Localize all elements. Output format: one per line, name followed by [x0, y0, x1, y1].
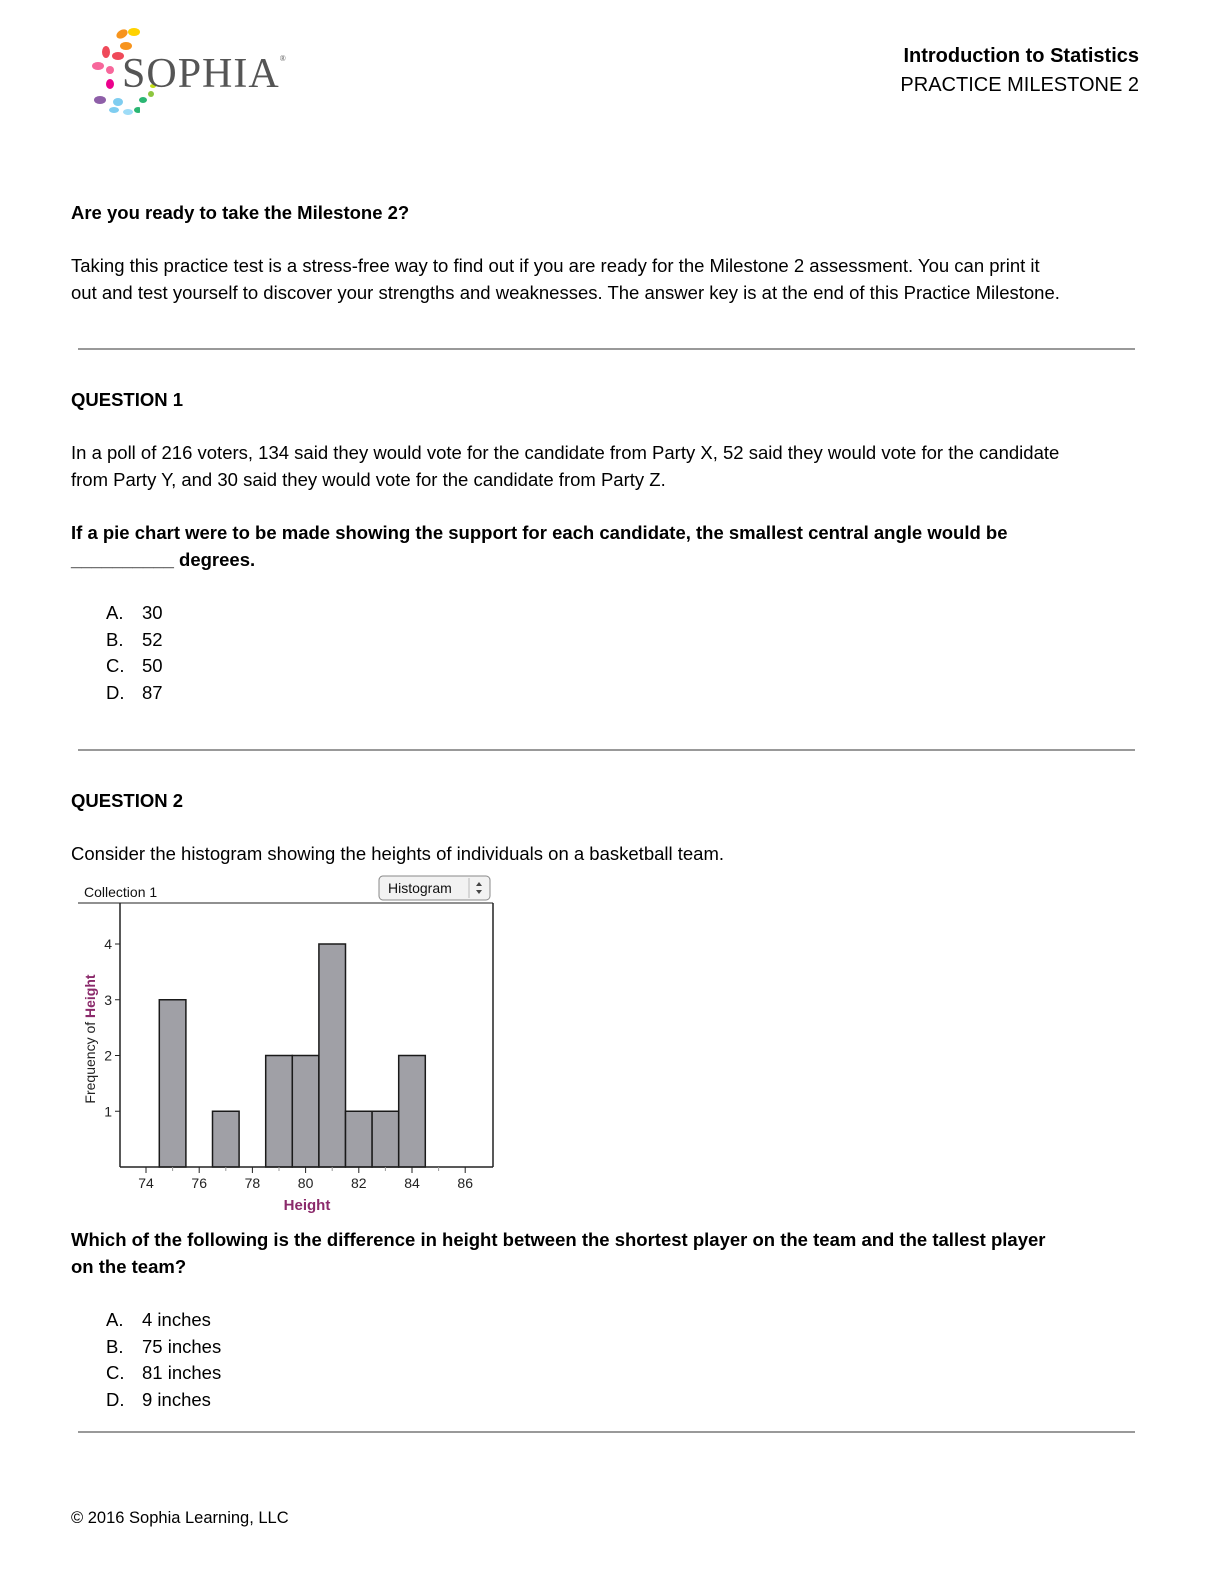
histogram-chart — [78, 872, 498, 1217]
option-text: 87 — [142, 682, 163, 704]
copyright-footer: © 2016 Sophia Learning, LLC — [71, 1509, 289, 1527]
document-header — [900, 42, 1139, 100]
histogram-bar — [213, 1111, 240, 1167]
option-text: 81 inches — [142, 1362, 222, 1384]
chart-title: Collection 1 — [84, 884, 158, 900]
intro-heading: Are you ready to take the Milestone 2? — [71, 202, 410, 223]
x-tick-label: 76 — [191, 1175, 207, 1191]
question-1-prompt — [71, 520, 1151, 573]
option-letter: C. — [106, 655, 125, 677]
section-divider — [78, 1431, 1135, 1433]
y-tick-label: 3 — [104, 991, 112, 1008]
question-2-prompt — [71, 1227, 1151, 1280]
logo-wordmark: SOPHIA® — [122, 51, 287, 97]
section-divider — [78, 348, 1135, 350]
y-axis-label: Frequency of Height — [82, 974, 98, 1104]
option-letter: D. — [106, 1389, 125, 1411]
sophia-logo — [80, 22, 300, 122]
histogram-bar — [159, 1000, 186, 1167]
histogram-bar — [346, 1111, 373, 1167]
x-tick-label: 84 — [404, 1175, 420, 1191]
prompt-line: Which of the following is the difference in height between the shortest player on the team and the tallest player — [71, 1229, 1046, 1250]
option-letter: A. — [106, 1309, 124, 1330]
question-2-label: QUESTION 2 — [71, 790, 184, 811]
option-letter: B. — [106, 1335, 124, 1357]
histogram-bar — [399, 1056, 426, 1168]
stem-line: from Party Y, and 30 said they would vote for the candidate from Party Z. — [71, 468, 666, 490]
histogram-bar — [292, 1056, 319, 1168]
y-tick-label: 1 — [104, 1103, 112, 1120]
histogram-bar — [319, 944, 346, 1167]
answer-option-c[interactable] — [106, 1360, 221, 1387]
x-tick-label: 78 — [244, 1175, 261, 1191]
question-1-stem — [71, 440, 1151, 493]
y-tick-label: 4 — [104, 936, 112, 952]
answer-option-b[interactable] — [106, 627, 163, 654]
intro-body-line: out and test yourself to discover your strengths and weaknesses. The answer key is at the end of this Practice Milestone. — [71, 281, 1060, 303]
prompt-line: If a pie chart were to be made showing the support for each candidate, the smallest central angle would be — [71, 522, 1008, 543]
question-2-options — [106, 1307, 221, 1414]
answer-option-d[interactable] — [106, 1387, 221, 1414]
answer-option-c[interactable] — [106, 653, 163, 680]
answer-option-d[interactable] — [106, 680, 163, 707]
stem-line: In a poll of 216 voters, 134 said they would vote for the candidate from Party X, 52 said they would vote for the candidate — [71, 442, 1060, 463]
course-title: Introduction to Statistics — [903, 45, 1139, 67]
question-1-options — [106, 600, 163, 707]
intro-body-line: Taking this practice test is a stress-free way to find out if you are ready for the Milestone 2 assessment. You can print it — [71, 255, 1040, 276]
question-2-stem: Consider the histogram showing the heights of individuals on a basketball team. — [71, 843, 725, 864]
x-axis-label: Height — [283, 1197, 331, 1214]
option-text: 52 — [142, 628, 163, 650]
prompt-line: __________ degrees. — [71, 548, 256, 570]
option-letter: B. — [106, 628, 124, 650]
y-tick-label: 2 — [104, 1047, 112, 1064]
option-text: 9 inches — [142, 1389, 211, 1411]
intro-body — [71, 253, 1151, 306]
histogram-bar — [372, 1111, 399, 1167]
answer-option-a[interactable] — [106, 1307, 221, 1334]
prompt-line: on the team? — [71, 1255, 187, 1277]
x-tick-label: 82 — [351, 1175, 367, 1191]
question-1-label: QUESTION 1 — [71, 389, 184, 410]
option-letter: D. — [106, 682, 125, 704]
option-letter: A. — [106, 602, 124, 623]
option-text: 50 — [142, 655, 163, 677]
answer-option-b[interactable] — [106, 1334, 221, 1361]
milestone-subtitle: PRACTICE MILESTONE 2 — [900, 74, 1139, 96]
dropdown-value: Histogram — [388, 880, 452, 896]
x-tick-label: 74 — [138, 1175, 154, 1191]
option-text: 4 inches — [142, 1309, 211, 1330]
option-text: 75 inches — [142, 1335, 222, 1357]
x-tick-label: 80 — [297, 1175, 314, 1191]
histogram-bar — [266, 1056, 293, 1168]
x-tick-label: 86 — [457, 1175, 473, 1191]
option-letter: C. — [106, 1362, 125, 1384]
section-divider — [78, 749, 1135, 751]
histogram-svg — [78, 872, 498, 1217]
option-text: 30 — [142, 602, 163, 623]
answer-option-a[interactable] — [106, 600, 163, 627]
